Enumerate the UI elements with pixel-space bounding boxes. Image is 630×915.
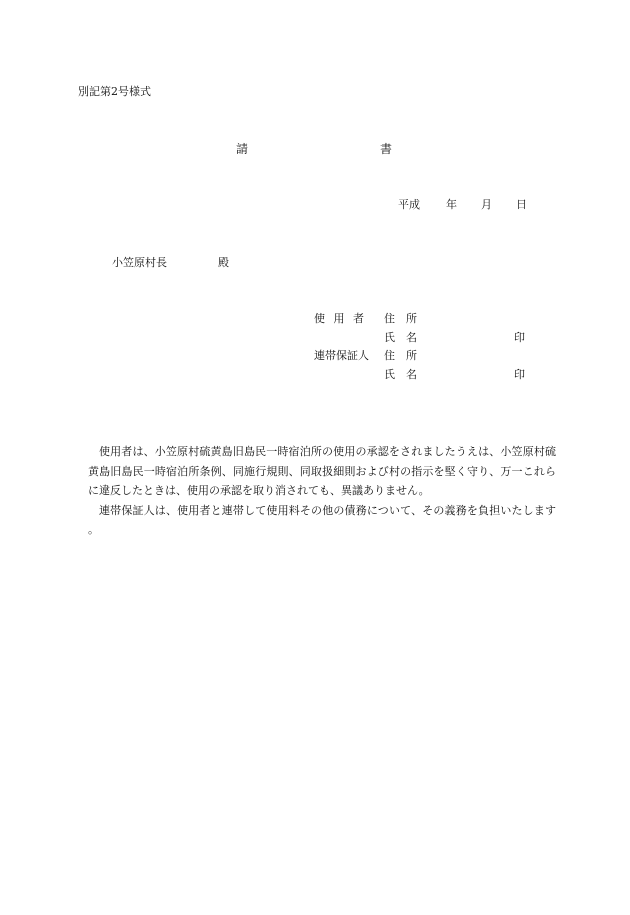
date-year-label: 年 xyxy=(446,198,457,211)
addressee-name: 小笠原村長 xyxy=(112,256,167,269)
user-role-label: 使用者 xyxy=(314,312,373,325)
user-seal-mark: 印 xyxy=(514,331,525,344)
guarantor-name-label: 氏名 xyxy=(384,368,428,381)
guarantor-seal-mark: 印 xyxy=(514,368,525,381)
addressee-honorific: 殿 xyxy=(218,256,229,269)
date-era: 平成 xyxy=(398,198,420,211)
body-paragraph-2: 連帯保証人は、使用者と連帯して使用料その他の債務について、その義務を負担いたします。 xyxy=(88,503,556,536)
body-paragraph-1: 使用者は、小笠原村硫黄島旧島民一時宿泊所の使用の承認をされましたうえは、小笠原村硫黄島旧島民一時宿泊所条例、同施行規則、同取扱細則および村の指示を堅く守り、万一これらに違反したときは、使用の承認を取り消されても、異議ありません。 xyxy=(88,445,556,497)
guarantor-role-label: 連帯保証人 xyxy=(314,349,369,362)
date-day-label: 日 xyxy=(516,198,527,211)
document-title-char-1: 請 xyxy=(236,142,249,156)
document-body xyxy=(88,442,556,540)
date-month-label: 月 xyxy=(481,198,492,211)
user-address-label: 住所 xyxy=(384,312,428,325)
guarantor-address-label: 住所 xyxy=(384,349,428,362)
form-number: 別記第2号様式 xyxy=(78,85,151,98)
user-name-label: 氏名 xyxy=(384,331,428,344)
document-title-char-2: 書 xyxy=(380,142,393,156)
